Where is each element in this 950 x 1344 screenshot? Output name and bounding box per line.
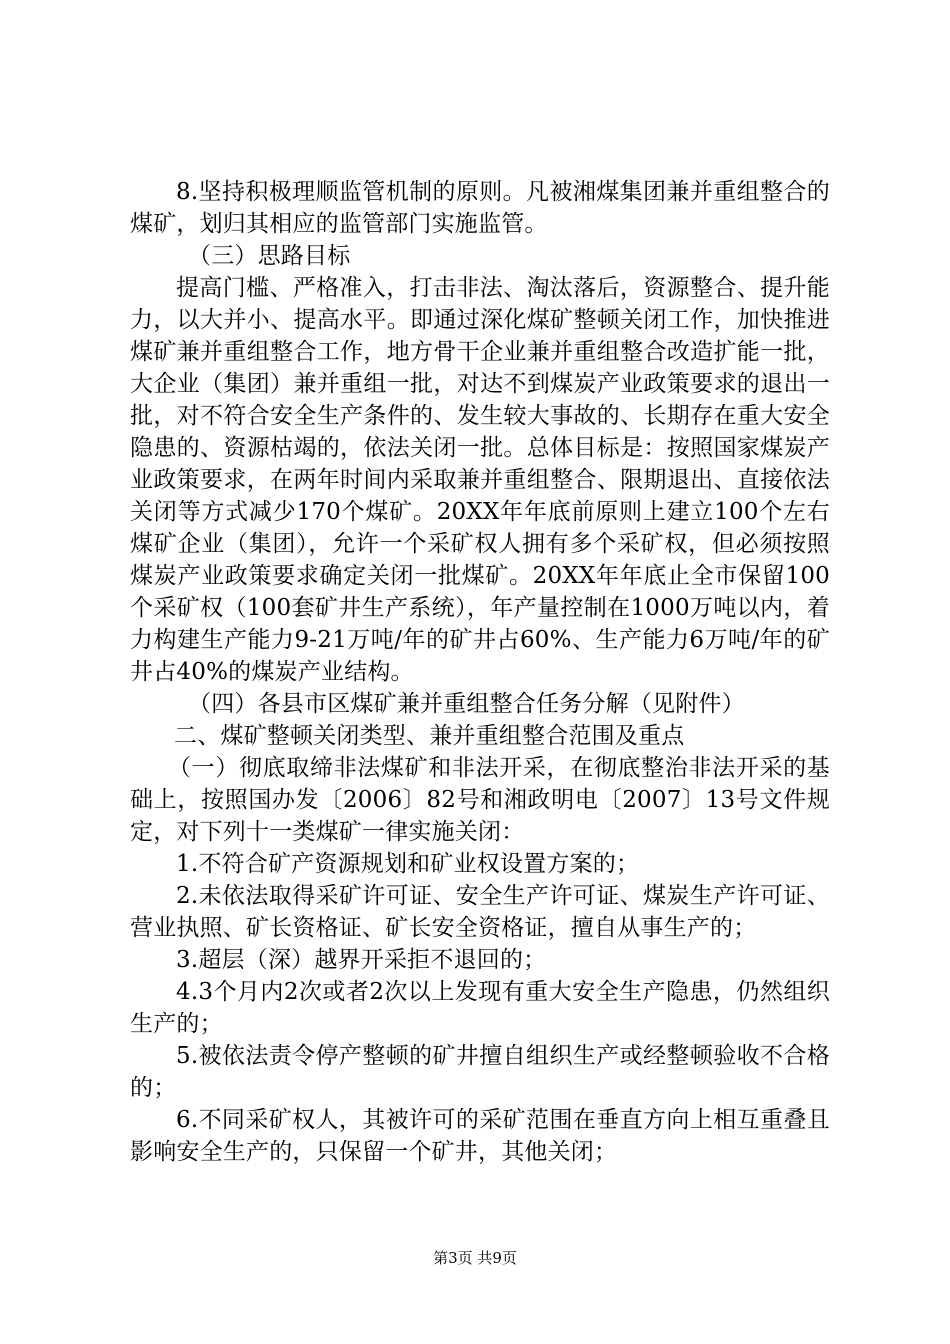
paragraph-principle-8: 8.坚持积极理顺监管机制的原则。凡被湘煤集团兼并重组整合的煤矿，划归其相应的监管部门实施监管。 bbox=[130, 179, 830, 237]
list-item-3: 3.超层（深）越界开采拒不退回的； bbox=[176, 947, 547, 973]
list-item-4: 4.3个月内2次或者2次以上发现有重大安全生产隐患，仍然组织生产的； bbox=[130, 979, 830, 1037]
section-heading-goals: （三）思路目标 bbox=[188, 243, 351, 269]
section-heading-closure-types: 二、煤矿整顿关闭类型、兼并重组整合范围及重点 bbox=[174, 723, 685, 749]
page-number-label: 第3页 共9页 bbox=[433, 1249, 517, 1267]
list-item-1: 1.不符合矿产资源规划和矿业权设置方案的； bbox=[176, 851, 640, 877]
document-body bbox=[130, 176, 830, 1168]
section-heading-task-breakdown: （四）各县市区煤矿兼并重组整合任务分解（见附件） bbox=[188, 691, 745, 717]
page-footer bbox=[0, 1248, 950, 1268]
list-item-5: 5.被依法责令停产整顿的矿井擅自组织生产或经整顿验收不合格的； bbox=[130, 1043, 830, 1101]
list-item-2: 2.未依法取得采矿许可证、安全生产许可证、煤炭生产许可证、营业执照、矿长资格证、矿长安全资格证，擅自从事生产的； bbox=[130, 883, 830, 941]
paragraph-goals: 提高门槛、严格准入，打击非法、淘汰落后，资源整合、提升能力，以大并小、提高水平。即通过深化煤矿整顿关闭工作，加快推进煤矿兼并重组整合工作，地方骨干企业兼并重组整合改造扩能一批，大企业（集团）兼并重组一批，对达不到煤炭产业政策要求的退出一批，对不符合安全生产条件的、发生较大事故的、长期存在重大安全隐患的、资源枯竭的，依法关闭一批。总体目标是：按照国家煤炭产业政策要求，在两年时间内采取兼并重组整合、限期退出、直接依法关闭等方式减少170个煤矿。20XX年年底前原则上建立100个左右煤矿企业（集团），允许一个采矿权人拥有多个采矿权，但必须按照煤炭产业政策要求确定关闭一批煤矿。20XX年年底止全市保留100个采矿权（100套矿井生产系统），年产量控制在1000万吨以内，着力构建生产能力9-21万吨/年的矿井占60%、生产能力6万吨/年的矿井占40%的煤炭产业结构。 bbox=[130, 275, 830, 685]
list-item-6: 6.不同采矿权人，其被许可的采矿范围在垂直方向上相互重叠且影响安全生产的，只保留一个矿井，其他关闭； bbox=[130, 1107, 830, 1165]
paragraph-illegal-mining: （一）彻底取缔非法煤矿和非法开采，在彻底整治非法开采的基础上，按照国办发〔2006〕82号和湘政明电〔2007〕13号文件规定，对下列十一类煤矿一律实施关闭： bbox=[130, 755, 830, 845]
